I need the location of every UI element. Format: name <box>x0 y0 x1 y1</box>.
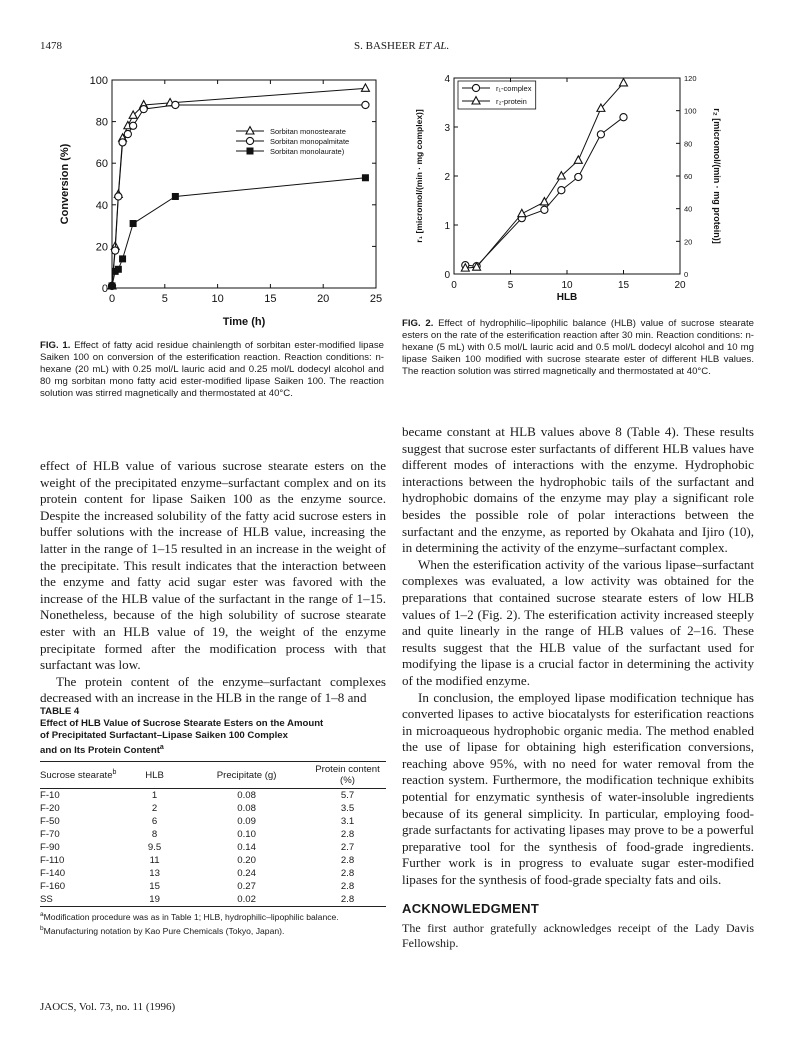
y2-tick-label: 80 <box>684 139 693 149</box>
table-cell: 19 <box>125 893 184 907</box>
x-tick-label: 10 <box>211 293 224 305</box>
data-point <box>518 209 526 216</box>
data-point <box>575 173 582 180</box>
table-row <box>40 893 386 907</box>
right-paragraph-1: became constant at HLB values above 8 (Table 4). These results suggest that sucrose ester surfactants of different HLB values have different modes of interactions with the enzyme. Hydrophobic interactions between the hydrophobic tails of the surfactant and hydrophobic domains of the enzyme may play a significant role besides the possible role of polar interactions between the surfactant and the enzyme, as reported by Okahata and Ijiro (10), in determining the activity of the enzyme–surfactant complex. <box>402 424 754 556</box>
x-tick-label: 15 <box>617 280 630 291</box>
x-tick-label: 20 <box>674 280 686 291</box>
y-tick-label: 3 <box>444 123 450 134</box>
x-axis-label: HLB <box>556 292 578 303</box>
f2-plot-frame <box>454 78 680 274</box>
table4-col-sucrose: Sucrose stearate <box>40 770 113 782</box>
table-cell: 1 <box>151 790 158 802</box>
footnote-b-text: Manufacturing notation by Kao Pure Chemicals (Tokyo, Japan). <box>43 925 285 936</box>
x-tick-label: 0 <box>451 280 457 291</box>
data-point <box>541 206 548 213</box>
legend-label: Sorbitan monopalmitate <box>270 137 350 146</box>
figure1-caption-label: FIG. 1. <box>40 340 71 351</box>
running-head <box>354 40 449 52</box>
table4-header-row <box>40 762 386 789</box>
table-cell: F-10 <box>40 790 60 802</box>
right-paragraph-3: In conclusion, the employed lipase modification technique has converted lipases to active biocatalysts for esterification reactions in microaqueous hydrophobic organic media. The method enabled the use of lipase for obtaining high esterification conversions, reaching above 95%, with no need for water removal from the reaction system. Furthermore, the modification technique exhibits potential for enzymatic synthesis of water-insoluble ingredients because of its general simplicity. In particular, employing food-grade surfactants for activating lipases may prove to be a powerful preparative tool for the synthesis of food-grade ingredients. Further work is in progress to evaluate sugar ester-modified lipases for the synthesis of food-grade specialty fats and oils. <box>402 689 754 888</box>
footnote-a-mark: a <box>40 911 44 919</box>
table-cell: 6 <box>151 816 158 828</box>
y-tick-label: 80 <box>95 116 108 129</box>
y-axis-label: Conversion (%) <box>59 143 71 225</box>
data-point <box>115 266 122 273</box>
y-tick-label: 100 <box>89 75 108 87</box>
legend-marker <box>472 97 480 104</box>
running-head-etal: ET AL. <box>418 40 450 52</box>
table4-col-sup: b <box>112 769 117 777</box>
table-cell: 0.09 <box>237 816 256 828</box>
table4-footnote-a <box>40 909 386 923</box>
y-tick-label: 0 <box>101 283 108 295</box>
acknowledgment-text: The first author gratefully acknowledges receipt of the Lady Davis Fellowship. <box>402 921 754 950</box>
data-point <box>540 198 548 205</box>
figure1-legend <box>236 127 349 156</box>
table-cell: 0.14 <box>237 842 256 854</box>
figure2-legend <box>458 81 536 109</box>
footnote-b-mark: b <box>40 925 44 933</box>
table-cell: 5.7 <box>340 790 355 802</box>
data-point <box>557 172 565 179</box>
table4-label: TABLE 4 <box>40 706 80 717</box>
y-tick-label: 0 <box>444 270 450 281</box>
table-cell: 0.27 <box>237 881 256 893</box>
right-paragraph-2: When the esterification activity of the various lipase–surfactant complexes was evaluated, a low activity was obtained for the preparations that contained sucrose stearate esters of low HLB values of 1–2 (Fig. 2). The esterification activity increased steeply and quite linearly in the range of HLB values of 2–16. These results suggest that the HLB value of the surfactant used for modifying the lipase is a crucial factor in determining the activity of the modified enzyme. <box>402 556 754 688</box>
y2-tick-label: 20 <box>684 237 693 247</box>
data-point <box>362 101 369 108</box>
table-cell: F-70 <box>40 829 60 841</box>
table-cell: SS <box>40 893 125 907</box>
y2-tick-label: 0 <box>684 270 689 279</box>
data-point <box>361 84 369 91</box>
table4-title-1: Effect of HLB Value of Sucrose Stearate Esters on the Amount <box>40 718 324 729</box>
data-point <box>172 101 179 108</box>
table4-header-cell: Precipitate (g) <box>184 762 309 789</box>
left-column-text <box>40 458 386 707</box>
table-cell: 2.8 <box>340 881 355 893</box>
figure1-axes <box>59 75 382 328</box>
x-axis-label: Time (h) <box>222 316 266 328</box>
figure1-caption <box>40 340 384 400</box>
x-tick-label: 20 <box>317 293 330 305</box>
data-point <box>574 156 582 163</box>
figure2-chart <box>400 60 760 310</box>
table-cell: 13 <box>149 868 160 880</box>
table-cell: 0.24 <box>237 868 256 880</box>
figure1-caption-text: Effect of fatty acid residue chainlength of sorbitan ester-modified lipase Saiken 100 on conversion of the esterification reaction. Reaction conditions: n-hexane (20 mL) with 0.25 mol/L lauric acid and 0.25 mol/L dodecyl alcohol and 80 mg sorbitan mono fatty acid ester-modified lipase Saiken 100. The reaction solution was stirred magnetically and thermostated at 40°C. <box>40 340 384 399</box>
table-row <box>40 841 386 854</box>
legend-label: r₁-complex <box>496 84 532 93</box>
table-cell: 0.08 <box>237 803 256 815</box>
table-cell: 3.5 <box>340 803 355 815</box>
table4-body <box>40 789 386 907</box>
table-row <box>40 789 386 803</box>
table-cell: F-160 <box>40 881 66 893</box>
table4-footnote-b <box>40 923 386 937</box>
table-cell: F-20 <box>40 803 60 815</box>
figure2-series <box>461 79 627 272</box>
y-tick-label: 4 <box>444 74 450 85</box>
series-line-0 <box>112 88 365 286</box>
data-point <box>115 193 122 200</box>
table-cell: F-50 <box>40 816 60 828</box>
table-cell: 2.8 <box>340 855 355 867</box>
data-point <box>130 220 137 227</box>
y2-tick-label: 40 <box>684 204 693 214</box>
table-cell: 0.10 <box>237 829 256 841</box>
figure2-caption-label: FIG. 2. <box>402 318 434 329</box>
data-point <box>124 130 131 137</box>
table-cell: 2.8 <box>309 893 386 907</box>
series-line-0 <box>465 117 623 266</box>
figure2-caption <box>402 318 754 378</box>
x-tick-label: 15 <box>264 293 277 305</box>
x-tick-label: 5 <box>161 293 168 305</box>
y2-tick-label: 120 <box>684 74 697 83</box>
figure1-chart <box>40 60 390 330</box>
figure1-series <box>108 84 369 290</box>
y-tick-label: 1 <box>444 221 450 232</box>
running-head-authors: S. BASHEER <box>354 40 416 52</box>
table4-title-sup: a <box>159 744 164 751</box>
legend-label: Sorbitan monostearate <box>270 127 346 136</box>
legend-marker <box>246 127 254 134</box>
table4-title-3 <box>40 742 386 757</box>
table-cell: 2.8 <box>340 829 355 841</box>
y2-axis-label: r₂ [micromol/(min · mg protein)] <box>712 108 722 244</box>
data-point <box>172 193 179 200</box>
table4 <box>40 706 386 937</box>
data-point <box>597 131 604 138</box>
table-row <box>40 815 386 828</box>
page-number: 1478 <box>40 40 62 52</box>
journal-footer: JAOCS, Vol. 73, no. 11 (1996) <box>40 1001 176 1013</box>
table4-grid <box>40 761 386 907</box>
y-tick-label: 40 <box>95 199 108 212</box>
y-axis-label: r₁ [micromol/(min · mg complex)] <box>414 109 424 243</box>
table-row <box>40 867 386 880</box>
data-point <box>362 174 369 181</box>
x-tick-label: 10 <box>561 280 573 291</box>
table-cell: 9.5 <box>147 842 162 854</box>
y-tick-label: 20 <box>95 241 108 254</box>
footnote-a-text: Modification procedure was as in Table 1; HLB, hydrophilic–lipophilic balance. <box>43 912 339 923</box>
data-point <box>558 187 565 194</box>
legend-label: r₂-protein <box>496 97 527 106</box>
left-paragraph-2: The protein content of the enzyme–surfactant complexes decreased with an increase in the HLB in the range of 1–8 and <box>40 673 386 706</box>
table4-header-cell: HLB <box>125 762 184 789</box>
data-point <box>109 282 116 289</box>
table-row <box>40 828 386 841</box>
x-tick-label: 0 <box>108 293 116 305</box>
data-point <box>112 247 119 254</box>
left-paragraph-1: effect of HLB value of various sucrose stearate esters on the weight of the precipitated enzyme–surfactant complex and on its protein content for lipase Saiken 100 as the enzyme source. Despite the increased solubility of the fatty acid sucrose esters in buffer solutions with the increase of HLB value, increasing the latter in the range of 1–15 resulted in an increase in the weight of the precipitate. This result indicates that the interaction between the enzyme and fatty acid sugar ester was favored with the increase of the HLB value of the surfactant in the range of 1–15. Nonetheless, because of the high solubility of sucrose stearate ester with an HLB value of 19, the weight of the enzyme precipitate formed after the modification process with that surfactant was low. <box>40 458 386 673</box>
data-point <box>140 106 147 113</box>
table-cell: F-140 <box>40 868 66 880</box>
table-cell: F-110 <box>40 855 65 867</box>
data-point <box>130 122 137 129</box>
table-cell: 2.7 <box>340 842 355 854</box>
table4-title-2: of Precipitated Surfactant–Lipase Saiken 100 Complex <box>40 730 288 741</box>
table-cell: 2 <box>151 803 158 815</box>
f1-plot-frame <box>112 80 376 288</box>
data-point <box>620 79 628 86</box>
legend-marker <box>246 137 253 144</box>
legend-marker <box>247 148 254 155</box>
series-line-2 <box>112 178 365 286</box>
figure2-caption-text: Effect of hydrophilic–lipophilic balance (HLB) value of sucrose stearate esters on the rate of the esterification reaction after 30 min. Reaction conditions: n-hexane (5 mL) with 0.5 mol/L lauric acid and 0.5 mol/L dodecyl alcohol and 10 mg lipase Saiken 100 modified with sucrose stearate ester of different HLB values. The reaction solution was stirred magnetically and thermostated at 40°C. <box>402 318 754 377</box>
right-column-text <box>402 424 754 950</box>
table-cell: 3.1 <box>340 816 355 828</box>
acknowledgment-heading: ACKNOWLEDGMENT <box>402 900 540 916</box>
legend-marker <box>472 84 479 91</box>
table4-header-cell <box>40 762 125 789</box>
data-point <box>119 255 126 262</box>
table-row <box>40 854 386 867</box>
y-tick-label: 2 <box>444 172 450 183</box>
table-cell: 0.08 <box>237 790 256 802</box>
y2-tick-label: 100 <box>684 106 697 116</box>
table-row <box>40 802 386 815</box>
table-row <box>40 880 386 893</box>
table-cell: 15 <box>149 881 160 893</box>
legend-label: Sorbitan monolaurate) <box>270 147 345 156</box>
y-tick-label: 60 <box>95 158 108 171</box>
table-cell: 8 <box>151 829 158 841</box>
data-point <box>620 114 627 121</box>
table-cell: F-90 <box>40 842 60 854</box>
x-tick-label: 5 <box>507 280 514 291</box>
table4-title-3-text: and on Its Protein Content <box>40 745 160 757</box>
table4-header-cell: Protein content (%) <box>309 762 386 789</box>
y2-tick-label: 60 <box>684 172 693 181</box>
table-cell: 0.02 <box>184 893 309 907</box>
x-tick-label: 25 <box>369 293 383 305</box>
data-point <box>119 139 126 146</box>
table-cell: 0.20 <box>237 855 256 867</box>
table-cell: 11 <box>149 855 160 867</box>
figure2-axes <box>414 74 722 303</box>
table-cell: 2.8 <box>340 868 355 880</box>
